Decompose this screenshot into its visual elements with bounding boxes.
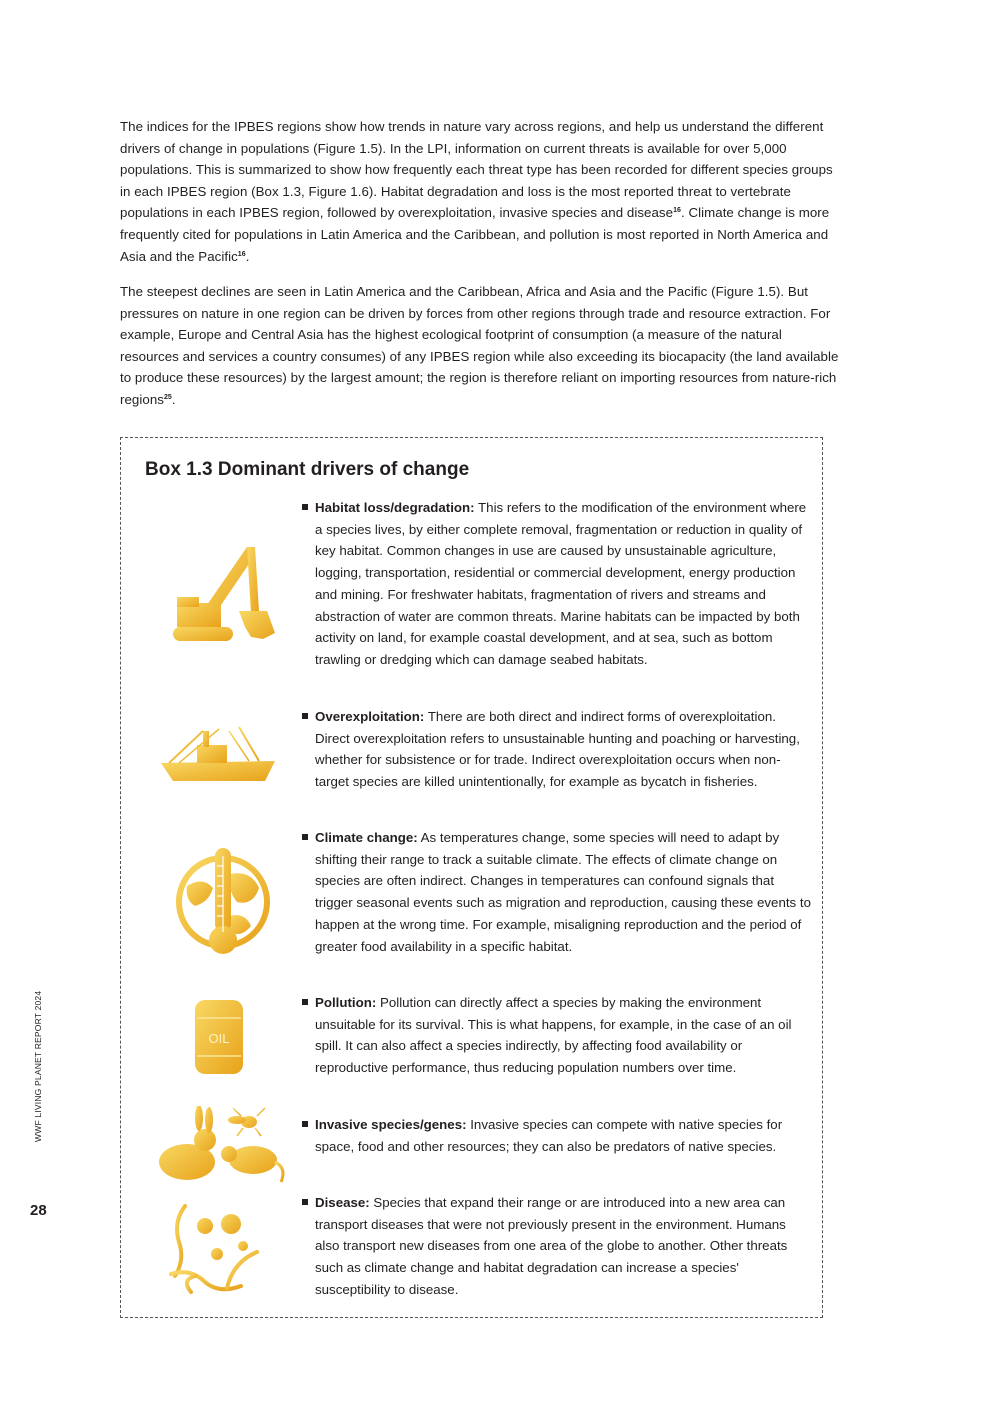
driver-term: Overexploitation: [315,709,425,724]
driver-habitat-loss [315,497,811,671]
driver-description: There are both direct and indirect forms of overexploitation. Direct overexploitation refers to unsustainable hunting and poaching or harvesting, whether for subsistence or for trade. Indirect overexploitation occurs when non-target species are killed unintentionally, for example as bycatch in fisheries. [315,709,800,790]
intro-p2-text: The steepest declines are seen in Latin America and the Caribbean, Africa and Asia and the Pacific (Figure 1.5). But pressures on nature in one region can be driven by forces from other regions through trade and resource extraction. For example, Europe and Central Asia has the highest ecological footprint of consumption (a measure of the natural resources and services a country consumes) of any IPBES region while also exceeding its biocapacity (the land available to produce these resources) by the largest amount; the region is therefore reliant on importing resources from nature-rich regions [120,284,839,407]
intro-p1-text: . [245,248,250,264]
driver-term: Disease: [315,1195,370,1210]
box-dominant-drivers [120,437,823,1318]
intro-paragraph-1 [120,116,840,267]
driver-overexploitation [315,706,811,793]
page-number: 28 [30,1202,47,1219]
intro-p1-text: . Climate change is more frequently cited for populations in Latin America and the Caribbean, and pollution is most reported in North America and Asia and the Pacific [120,205,830,264]
driver-description: This refers to the modification of the environment where a species lives, by either complete removal, fragmentation or reduction in quality of key habitat. Common changes in use are caused by unsustainable agriculture, logging, transportation, residential or commercial development, energy production and mining. For freshwater habitats, fragmentation of rivers and streams and abstraction of water are common threats. Marine habitats can be impacted by both activity on land, for example coastal development, and at sea, such as bottom trawling or dredging which can damage seabed habitats. [315,500,807,667]
footnote-ref[interactable]: 16 [237,250,246,258]
driver-description: Invasive species can compete with native species for space, food and other resources; they can also be predators of native species. [315,1117,783,1154]
bullet-marker [302,713,308,719]
oil-barrel-icon [193,996,245,1078]
bullet-marker [302,834,308,840]
excavator-icon [167,541,279,643]
oil-label: OIL [208,1031,230,1046]
report-side-label: WWF LIVING PLANET REPORT 2024 [33,990,43,1142]
driver-climate-change [315,827,811,957]
intro-paragraph-2 [120,281,840,411]
fishing-boat-icon [159,723,279,785]
driver-term: Invasive species/genes: [315,1117,467,1132]
driver-description: As temperatures change, some species will need to adapt by shifting their range to track a suitable climate. The effects of climate change on species are often indirect. Changes in temperatures can confound signals that trigger seasonal events such as migration and reproduction, causing these events to happen at the wrong time. For example, misaligning reproduction and the period of greater food availability in a specific habitat. [315,830,811,954]
footnote-ref[interactable]: 25 [163,393,172,401]
bullet-marker [302,504,308,510]
driver-description: Species that expand their range or are introduced into a new area can transport diseases that were not previously present in the environment. Humans also transport new diseases from one area of the globe to another. Other threats such as climate change and habitat degradation can increase a species' susceptibility to disease. [315,1195,788,1297]
bullet-marker [302,999,308,1005]
driver-pollution [315,992,811,1079]
intro-p2-text: . [171,391,176,407]
box-title: Box 1.3 Dominant drivers of change [145,459,470,480]
driver-term: Habitat loss/degradation: [315,500,475,515]
driver-invasive-species [315,1114,811,1157]
footnote-ref[interactable]: 16 [673,207,681,215]
driver-description: Pollution can directly affect a species by making the environment unsuitable for its survival. This is what happens, for example, in the case of an oil spill. It can also affect a species indirectly, by affecting food availability or reproductive performance, thus reducing population numbers over time. [315,995,792,1076]
pathogens-icon [161,1202,261,1298]
bullet-marker [302,1121,308,1127]
intro-p1-text: The indices for the IPBES regions show how trends in nature vary across regions, and help us understand the different drivers of change in populations (Figure 1.5). In the LPI, information on current threats is available for over 5,000 populations. This is summarized to show how frequently each threat type has been recorded for different species groups in each IPBES region (Box 1.3, Figure 1.6). Habitat degradation and loss is the most reported threat to vertebrate populations in each IPBES region, followed by overexploitation, invasive species and disease [120,119,833,221]
driver-term: Pollution: [315,995,377,1010]
invasive-animals-icon [157,1106,293,1186]
driver-disease [315,1192,811,1301]
bullet-marker [302,1199,308,1205]
globe-thermometer-icon [173,846,273,958]
driver-term: Climate change: [315,830,418,845]
